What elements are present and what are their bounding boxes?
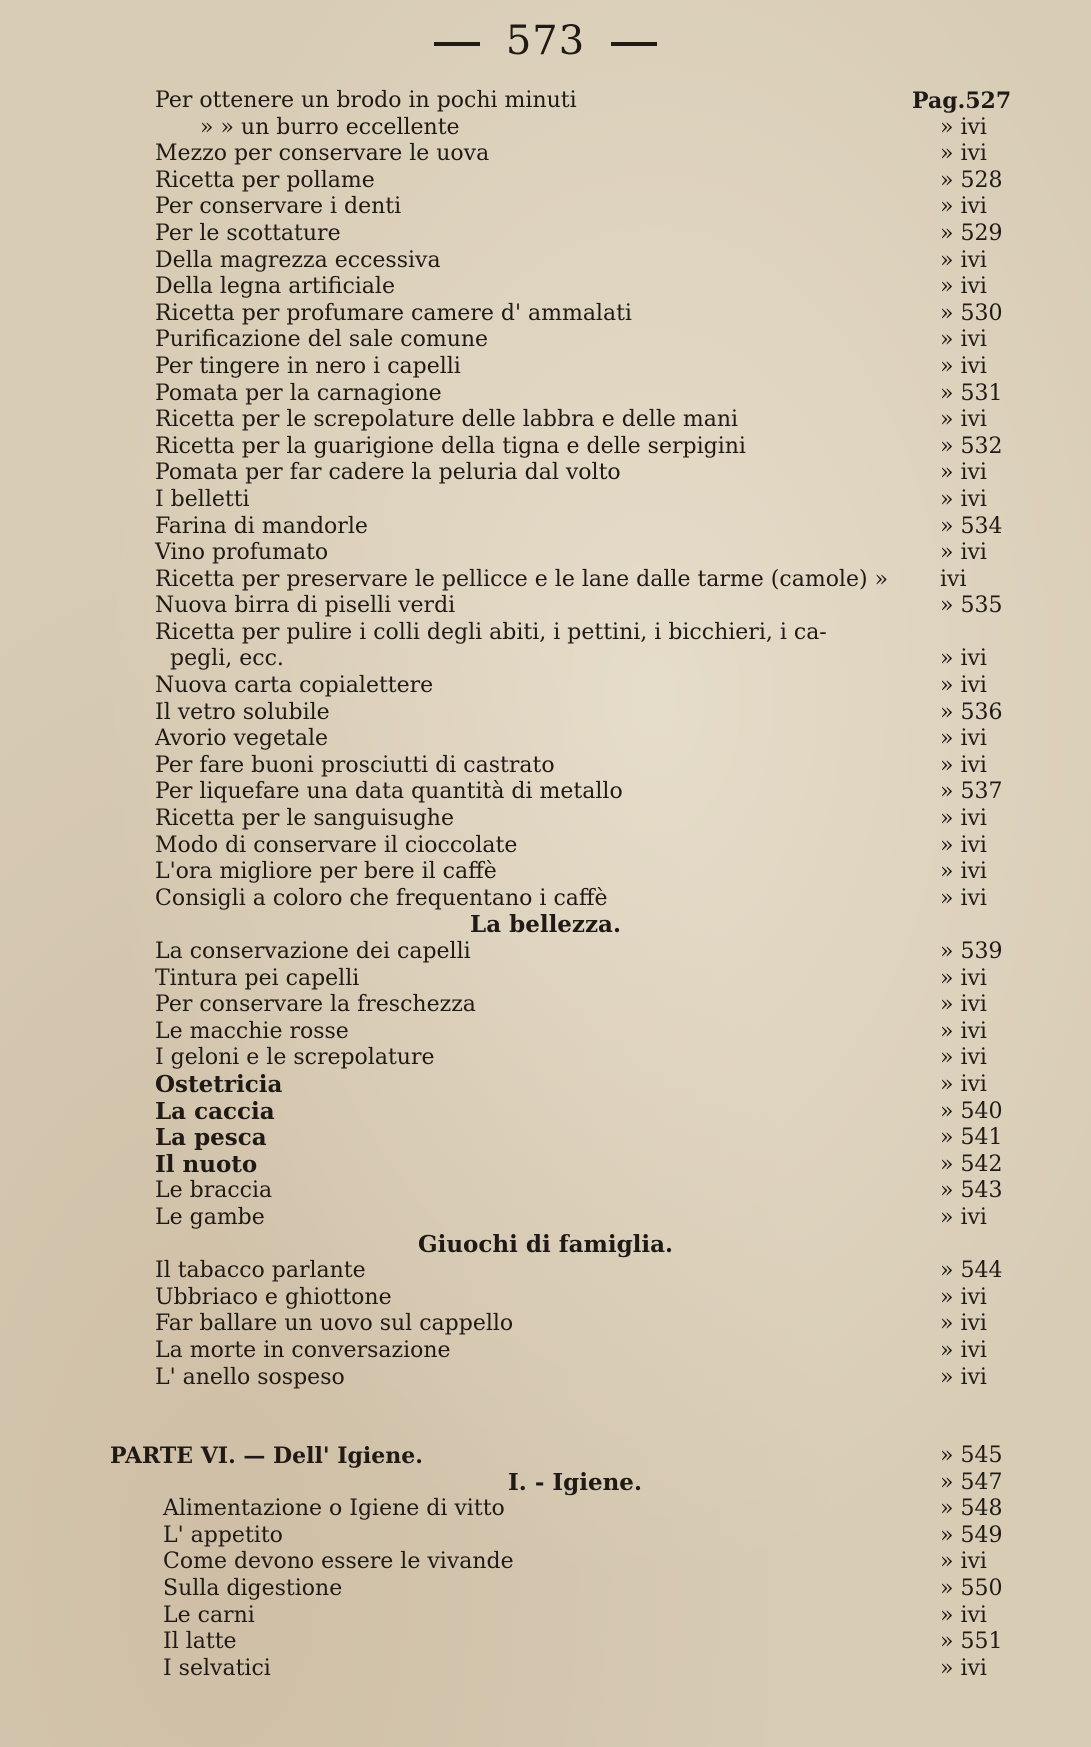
entry-page: » ivi [940,726,987,752]
toc-entry [0,540,1091,567]
toc-entry [0,859,1091,886]
entry-page: ivi [940,566,967,592]
toc-entry [0,939,1091,966]
entry-title: Giuochi di famiglia. [417,1230,674,1258]
part-heading [0,1443,1091,1470]
entry-title: Le carni [163,1602,255,1628]
entry-page: » ivi [940,1204,987,1230]
entry-title: Pomata per far cadere la peluria dal volto [155,460,621,486]
entry-title: Ricetta per pulire i colli degli abiti, i pettini, i bicchieri, i ca- [155,619,827,645]
toc-entry [0,753,1091,780]
entry-title: pegli, ecc. [170,646,284,672]
entry-page: » ivi [940,460,987,486]
entry-title: Ricetta per pollame [155,167,375,193]
entry-page: » 534 [940,513,1003,539]
toc-entry [0,1523,1091,1550]
toc-entry [0,806,1091,833]
entry-title: Per ottenere un brodo in pochi minuti [155,88,577,113]
entry-title: Tintura pei capelli [155,965,360,991]
toc-entry [0,1152,1091,1179]
entry-title: Della legna artificiale [155,274,395,300]
entry-title: Sulla digestione [163,1576,343,1602]
toc-entry [0,327,1091,354]
entry-page: » ivi [940,1045,987,1071]
toc-entry [0,646,1091,673]
entry-page: » 540 [940,1098,1003,1124]
entry-title: Per fare buoni prosciutti di castrato [155,752,555,778]
entry-page: » ivi [940,1018,987,1044]
entry-title: Ricetta per profumare camere d' ammalati [155,300,632,326]
toc-entry [0,221,1091,248]
entry-title: Le braccia [155,1178,273,1204]
toc-entry [0,1045,1091,1072]
toc-entry [0,1576,1091,1603]
entry-title: Le gambe [155,1204,265,1230]
toc-entry [0,1549,1091,1576]
toc-entry [0,88,1091,115]
entry-page: » ivi [940,1311,987,1337]
toc-entry [0,992,1091,1019]
entry-title: Il latte [163,1629,237,1655]
header-dash-right [611,42,657,46]
entry-title: Vino profumato [155,540,329,566]
entry-page: » 537 [940,779,1003,805]
entry-page: » 549 [940,1522,1003,1548]
toc-entry [0,1285,1091,1312]
entry-page: » ivi [940,832,987,858]
entry-page: » ivi [940,194,987,220]
entry-page: » 541 [940,1125,1003,1151]
toc-entry [0,1629,1091,1656]
toc-entry [0,248,1091,275]
entry-page: » 550 [940,1576,1003,1602]
entry-title: Ricetta per le screpolature delle labbra e delle mani [155,407,739,433]
entry-title: Mezzo per conservare le uova [155,141,490,167]
toc-entry [0,460,1091,487]
entry-page: » ivi [940,1284,987,1310]
header-dash-left [434,42,480,46]
toc-entry [0,168,1091,195]
entry-page: » ivi [940,806,987,832]
entry-page: » ivi [940,859,987,885]
toc-entry [0,381,1091,408]
entry-page: Pag.527 [912,88,1012,114]
toc-entry [0,1178,1091,1205]
toc-entry [0,274,1091,301]
toc-entry [0,141,1091,168]
entry-page: » 536 [940,699,1003,725]
entry-title: Alimentazione o Igiene di vitto [163,1496,505,1522]
toc-entry [0,673,1091,700]
toc-entry [0,886,1091,913]
entry-page: » 529 [940,220,1003,246]
entry-page: » 544 [940,1258,1003,1284]
entry-title: La conservazione dei capelli [155,939,471,964]
entry-page: » 542 [940,1151,1003,1177]
entry-page: » 535 [940,593,1003,619]
entry-title: Ricetta per preservare le pellicce e le lane dalle tarme (camole) » [155,566,889,592]
entry-page: » ivi [940,1549,987,1575]
entry-title: Per conservare la freschezza [155,992,476,1018]
toc-entry [0,966,1091,993]
section-spacer [0,1391,1091,1443]
toc-entry [0,1365,1091,1392]
entry-title: Il nuoto [155,1150,258,1178]
entry-title: Ostetricia [155,1070,283,1098]
entry-page: » 531 [940,380,1003,406]
entry-page: » 547 [940,1469,1003,1495]
entry-page: » ivi [940,752,987,778]
toc-entry [0,620,1091,647]
toc-entry [0,1125,1091,1152]
toc-entry [0,833,1091,860]
entry-title: Consigli a coloro che frequentano i caffè [155,885,608,911]
entry-title: Per conservare i denti [155,194,402,220]
entry-title: Della magrezza eccessiva [155,247,441,273]
entry-page: » ivi [940,992,987,1018]
page-number: 573 [505,18,586,64]
entry-title: La pesca [155,1124,267,1152]
toc-entry [0,1311,1091,1338]
toc-entry [0,726,1091,753]
entry-title: Purificazione del sale comune [155,327,489,353]
entry-title: Nuova carta copialettere [155,673,434,699]
toc-entry [0,514,1091,541]
entry-page: » 532 [940,433,1003,459]
entry-title: Le macchie rosse [155,1018,349,1044]
toc-entry [0,115,1091,142]
entry-page: » 545 [940,1443,1003,1469]
entry-page: » ivi [940,486,987,512]
entry-page: » ivi [940,885,987,911]
entry-page: » 539 [940,939,1003,964]
entry-title: Per liquefare una data quantità di metallo [155,779,623,805]
toc-entry [0,1603,1091,1630]
entry-title: Farina di mandorle [155,513,368,539]
toc-entry [0,1656,1091,1683]
entry-page: » ivi [940,1655,987,1681]
entry-page: » ivi [940,141,987,167]
entry-page: » 551 [940,1629,1003,1655]
entry-title: Come devono essere le vivande [163,1549,514,1575]
entry-title: Nuova birra di piselli verdi [155,593,456,619]
entry-title: L' anello sospeso [155,1364,345,1390]
entry-title: I selvatici [163,1655,271,1681]
toc-entry [0,1099,1091,1126]
entry-title: La caccia [155,1097,275,1125]
entry-title: Per tingere in nero i capelli [155,353,461,379]
page-header [0,18,1091,64]
entry-title: Ubbriaco e ghiottone [155,1284,392,1310]
entry-page: » ivi [940,1602,987,1628]
entry-title: Per le scottature [155,220,341,246]
entry-page: » ivi [940,1337,987,1363]
entry-page: » ivi [940,1364,987,1390]
entry-title: I. - Igiene. [508,1468,642,1496]
section-heading [0,1470,1091,1497]
entry-page: » ivi [940,114,987,140]
entry-title: Ricetta per le sanguisughe [155,806,454,832]
entry-page: » 530 [940,300,1003,326]
toc-entry [0,1258,1091,1285]
entry-title: Il vetro solubile [155,699,330,725]
entry-page: » ivi [940,407,987,433]
entry-page: » ivi [940,274,987,300]
entry-title: Modo di conservare il cioccolate [155,832,518,858]
toc-entry [0,407,1091,434]
toc-entry [0,593,1091,620]
toc-entry [0,301,1091,328]
entry-title: Far ballare un uovo sul cappello [155,1311,514,1337]
entry-title: La bellezza. [470,911,621,939]
entry-page: » ivi [940,646,987,672]
entry-page: » 548 [940,1496,1003,1522]
toc-entry [0,779,1091,806]
entry-page: » 528 [940,167,1003,193]
entry-title: L' appetito [163,1522,283,1548]
entry-page: » ivi [940,1071,987,1097]
toc-entry [0,700,1091,727]
toc-entry [0,1338,1091,1365]
toc-entry [0,354,1091,381]
entry-title: » » un burro eccellente [200,114,460,140]
entry-title: I belletti [155,486,250,512]
entry-page: » ivi [940,540,987,566]
toc-entry [0,567,1091,594]
entry-title: PARTE VI. — Dell' Igiene. [110,1443,423,1470]
entry-page: » ivi [940,965,987,991]
toc-entry [0,487,1091,514]
entry-title: I geloni e le screpolature [155,1045,435,1071]
toc-entry [0,194,1091,221]
toc-entry [0,1072,1091,1099]
toc-entry [0,1496,1091,1523]
entry-page: » ivi [940,327,987,353]
toc-entry [0,434,1091,461]
section-heading [0,912,1091,939]
entry-title: L'ora migliore per bere il caffè [155,859,497,885]
entry-title: Il tabacco parlante [155,1258,366,1284]
entry-page: » 543 [940,1178,1003,1204]
toc-entry [0,1205,1091,1232]
entry-title: Avorio vegetale [155,726,329,752]
entry-title: Pomata per la carnagione [155,380,442,406]
entry-page: » ivi [940,247,987,273]
toc-entry [0,1019,1091,1046]
entry-title: Ricetta per la guarigione della tigna e delle serpigini [155,433,746,459]
entry-page: » ivi [940,353,987,379]
entry-title: La morte in conversazione [155,1337,451,1363]
table-of-contents [0,88,1091,1682]
section-heading [0,1232,1091,1259]
entry-page: » ivi [940,673,987,699]
